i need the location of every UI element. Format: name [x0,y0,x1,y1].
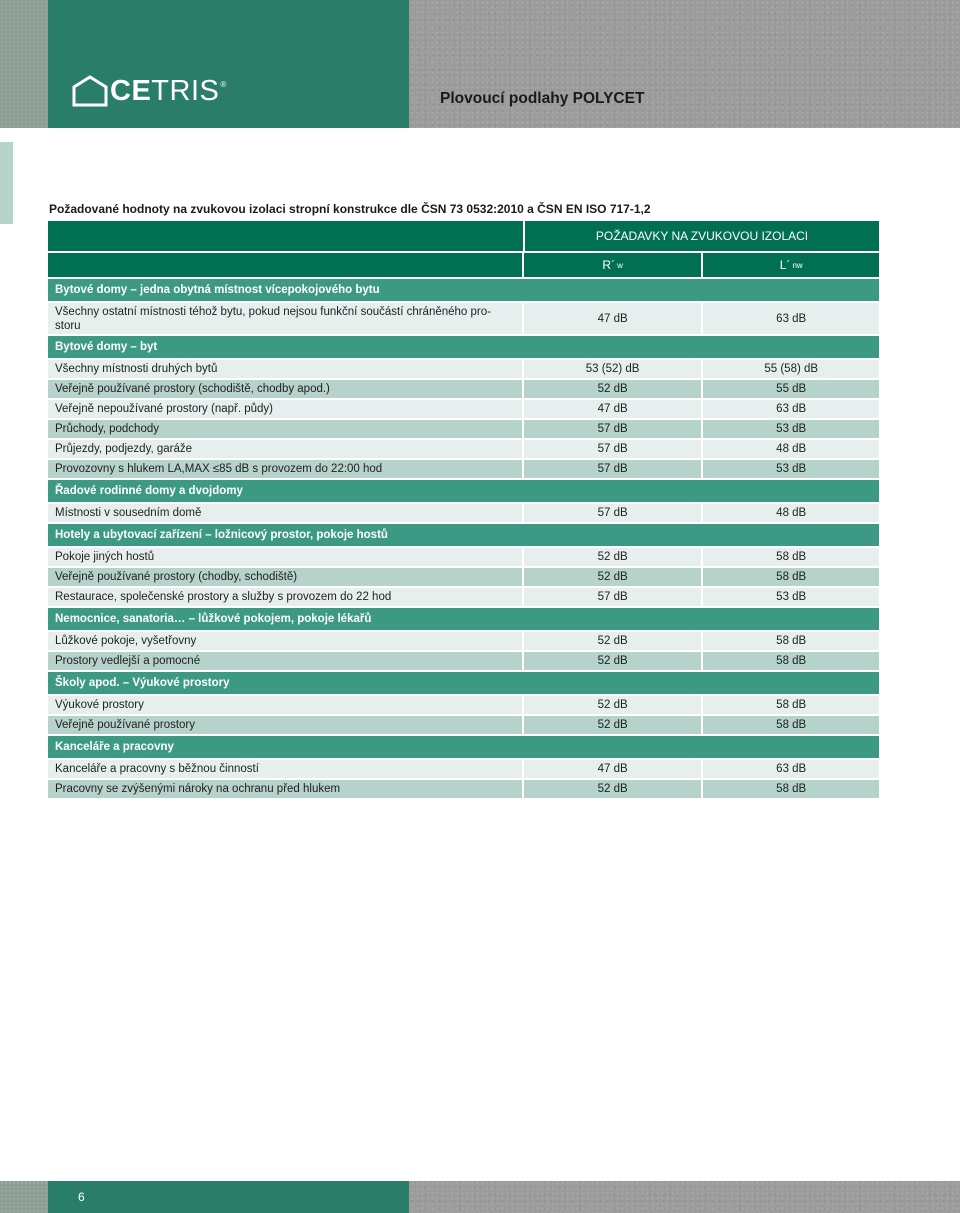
rw-value: 52 dB [524,632,702,650]
lnw-value: 48 dB [703,504,879,522]
column-header-lnw: L´ nw [703,253,879,277]
lnw-value: 58 dB [703,696,879,714]
table-subheader-row [48,253,879,277]
table-row [48,716,879,734]
rw-value: 57 dB [524,504,702,522]
lnw-value: 58 dB [703,548,879,566]
rw-value: 53 (52) dB [524,360,702,378]
table-row [48,652,879,670]
section-header: Nemocnice, sanatoria… – lůžkové pokojem, pokoje lékařů [48,608,879,630]
table-row [48,400,879,418]
row-label: Restaurace, společenské prostory a služby s provozem do 22 hod [48,588,522,606]
row-label: Veřejně nepoužívané prostory (např. půdy) [48,400,522,418]
row-label: Průjezdy, podjezdy, garáže [48,440,522,458]
side-accent-bar [0,142,13,224]
section-header: Školy apod. – Výukové prostory [48,672,879,694]
row-label: Kanceláře a pracovny s běžnou činností [48,760,522,778]
lnw-value: 58 dB [703,652,879,670]
table-caption: Požadované hodnoty na zvukovou izolaci stropní konstrukce dle ČSN 73 0532:2010 a ČSN EN ISO 717-1,2 [49,202,651,216]
table-row [48,548,879,566]
header-brand-panel [48,0,409,128]
sound-insulation-table [48,221,879,800]
rw-value: 52 dB [524,780,702,798]
rw-value: 52 dB [524,380,702,398]
rw-value: 57 dB [524,588,702,606]
lnw-value: 55 dB [703,380,879,398]
rw-value: 47 dB [524,303,702,334]
lnw-value: 53 dB [703,588,879,606]
table-row [48,440,879,458]
row-label: Veřejně používané prostory (chodby, schodiště) [48,568,522,586]
row-label: Pokoje jiných hostů [48,548,522,566]
table-header-row [48,221,879,251]
table-row [48,568,879,586]
section-header: Kanceláře a pracovny [48,736,879,758]
row-label: Výukové prostory [48,696,522,714]
lnw-value: 48 dB [703,440,879,458]
logo-wordmark: CETRIS [110,74,220,107]
table-body [48,279,879,800]
page-number: 6 [78,1190,85,1204]
rw-value: 47 dB [524,760,702,778]
rw-value: 57 dB [524,420,702,438]
row-label: Veřejně používané prostory [48,716,522,734]
lnw-value: 63 dB [703,760,879,778]
lnw-value: 63 dB [703,400,879,418]
lnw-value: 58 dB [703,716,879,734]
table-row [48,380,879,398]
rw-value: 57 dB [524,440,702,458]
lnw-value: 53 dB [703,460,879,478]
lnw-value: 58 dB [703,568,879,586]
table-row [48,420,879,438]
header-left-strip [0,0,48,128]
table-row [48,632,879,650]
column-header-rw: R´ w [524,253,702,277]
table-row [48,303,879,334]
lnw-value: 55 (58) dB [703,360,879,378]
group-header: POŽADAVKY NA ZVUKOVOU IZOLACI [525,221,879,251]
row-label: Všechny ostatní místnosti téhož bytu, pokud nejsou funkční součástí chráněného pro- storu [48,303,522,334]
row-label: Místnosti v sousedním domě [48,504,522,522]
header-empty-cell [48,253,522,277]
rw-value: 57 dB [524,460,702,478]
row-label: Všechny místnosti druhých bytů [48,360,522,378]
section-header: Bytové domy – byt [48,336,879,358]
header-empty-cell [48,221,523,251]
row-label: Prostory vedlejší a pomocné [48,652,522,670]
table-row [48,588,879,606]
table-row [48,780,879,798]
rw-value: 47 dB [524,400,702,418]
lnw-value: 53 dB [703,420,879,438]
cetris-logo [72,74,226,108]
registered-mark: ® [220,80,227,89]
lnw-value: 58 dB [703,632,879,650]
row-label: Lůžkové pokoje, vyšetřovny [48,632,522,650]
lnw-value: 63 dB [703,303,879,334]
lnw-value: 58 dB [703,780,879,798]
rw-value: 52 dB [524,652,702,670]
rw-value: 52 dB [524,716,702,734]
table-row [48,360,879,378]
rw-value: 52 dB [524,568,702,586]
footer-left-strip [0,1181,48,1213]
footer-panel [48,1181,409,1213]
table-row [48,460,879,478]
table-row [48,504,879,522]
table-row [48,760,879,778]
section-header: Bytové domy – jedna obytná místnost vícepokojového bytu [48,279,879,301]
row-label: Veřejně používané prostory (schodiště, chodby apod.) [48,380,522,398]
section-header: Hotely a ubytovací zařízení – ložnicový prostor, pokoje hostů [48,524,879,546]
page-title: Plovoucí podlahy POLYCET [440,90,645,107]
rw-value: 52 dB [524,696,702,714]
rw-value: 52 dB [524,548,702,566]
section-header: Řadové rodinné domy a dvojdomy [48,480,879,502]
table-row [48,696,879,714]
row-label: Pracovny se zvýšenými nároky na ochranu před hlukem [48,780,522,798]
row-label: Provozovny s hlukem LA,MAX ≤85 dB s provozem do 22:00 hod [48,460,522,478]
row-label: Průchody, podchody [48,420,522,438]
house-icon [72,75,108,107]
